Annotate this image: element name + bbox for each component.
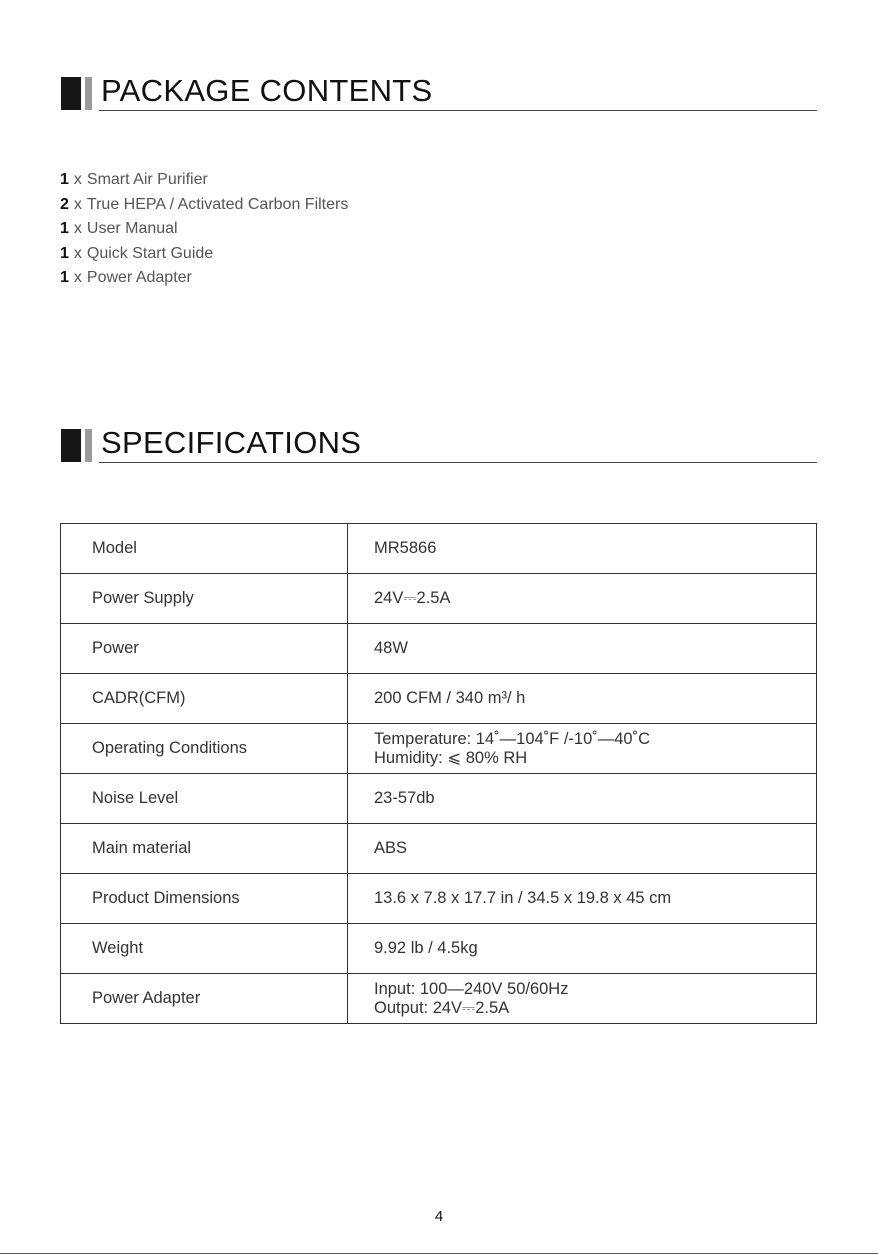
item-times: x [73, 195, 82, 213]
header-underline [99, 110, 817, 111]
table-row [61, 674, 817, 724]
list-item [60, 243, 348, 268]
spec-value [348, 974, 817, 1024]
header-marker-bar [85, 77, 92, 110]
spec-value [348, 774, 817, 824]
spec-value-line: 24V⎓2.5A [374, 589, 451, 607]
package-contents-list [60, 169, 348, 292]
spec-value-line: 200 CFM / 340 m³/ h [374, 689, 526, 707]
table-row [61, 924, 817, 974]
spec-value-line: ABS [374, 839, 408, 857]
item-quantity: 1 [60, 269, 69, 286]
header-marker-bar [85, 429, 92, 462]
item-times: x [73, 244, 82, 262]
spec-label: Main material [61, 824, 348, 874]
spec-value-line: 23-57db [374, 789, 435, 807]
item-quantity: 2 [60, 195, 69, 213]
page-bottom-rule [0, 1253, 878, 1254]
spec-value [348, 574, 817, 624]
page-number: 4 [434, 1208, 444, 1225]
spec-label: Product Dimensions [61, 874, 348, 924]
table-row [61, 624, 817, 674]
item-quantity: 1 [60, 244, 69, 262]
list-item [60, 169, 348, 194]
spec-value-line: MR5866 [374, 539, 437, 557]
table-row [61, 524, 817, 574]
item-name: True HEPA / Activated Carbon Filters [86, 195, 349, 213]
spec-value-line: 13.6 x 7.8 x 17.7 in / 34.5 x 19.8 x 45 cm [374, 889, 672, 907]
table-row [61, 824, 817, 874]
package-contents-title: PACKAGE CONTENTS [101, 73, 433, 108]
spec-value-line: Temperature: 14˚—104˚F /-10˚—40˚C [374, 729, 651, 748]
spec-value [348, 874, 817, 924]
list-item [60, 194, 348, 219]
spec-value-line: 48W [374, 639, 408, 657]
spec-value [348, 824, 817, 874]
spec-value [348, 724, 817, 774]
table-row [61, 974, 817, 1024]
spec-value-line: 9.92 lb / 4.5kg [374, 939, 478, 957]
spec-value-line: Humidity: ⩽ 80% RH [374, 748, 528, 767]
list-item [60, 267, 348, 292]
package-contents-header [61, 75, 817, 111]
item-name: Power Adapter [86, 269, 192, 286]
spec-label: Model [61, 524, 348, 574]
item-name: Quick Start Guide [86, 244, 214, 262]
specifications-header [61, 427, 817, 463]
spec-label: Noise Level [61, 774, 348, 824]
spec-label: Weight [61, 924, 348, 974]
spec-label: CADR(CFM) [61, 674, 348, 724]
specifications-table [60, 523, 817, 1024]
table-row [61, 574, 817, 624]
specifications-title: SPECIFICATIONS [101, 425, 362, 460]
spec-value [348, 524, 817, 574]
header-underline [99, 462, 817, 463]
table-row [61, 774, 817, 824]
item-times: x [73, 171, 82, 188]
item-times: x [73, 269, 82, 286]
spec-value [348, 674, 817, 724]
spec-value [348, 924, 817, 974]
header-marker-block [61, 77, 81, 110]
spec-value-line: Output: 24V⎓2.5A [374, 998, 510, 1017]
list-item [60, 218, 348, 243]
table-row [61, 874, 817, 924]
table-row [61, 724, 817, 774]
spec-label: Power [61, 624, 348, 674]
spec-label: Power Supply [61, 574, 348, 624]
item-times: x [73, 220, 82, 237]
spec-value-line: Input: 100—240V 50/60Hz [374, 979, 569, 998]
item-name: Smart Air Purifier [86, 171, 208, 188]
header-marker-block [61, 429, 81, 462]
item-name: User Manual [86, 220, 178, 237]
spec-value [348, 624, 817, 674]
item-quantity: 1 [60, 220, 69, 237]
spec-label: Power Adapter [61, 974, 348, 1024]
spec-label: Operating Conditions [61, 724, 348, 774]
item-quantity: 1 [60, 171, 69, 188]
